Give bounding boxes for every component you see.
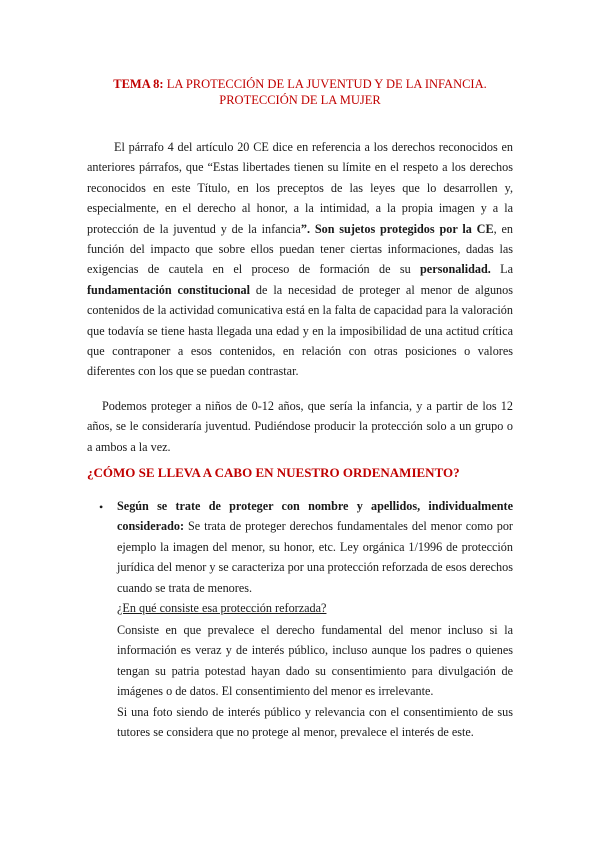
bullet-item-text	[117, 496, 513, 598]
document-title	[60, 76, 540, 108]
title-line1: LA PROTECCIÓN DE LA JUVENTUD Y DE LA INFANCIA.	[166, 77, 487, 91]
para1-bold-foundation: fundamentación constitucional	[87, 282, 251, 297]
paragraph-article-20	[87, 137, 513, 382]
para1-text2: , en función del impacto que sobre ellos puedan tener ciertas informaciones, dadas las exigencias de cautela en el proceso de formación de su	[87, 221, 513, 277]
title-line2: PROTECCIÓN DE LA MUJER	[219, 93, 381, 107]
bullet-bold-lead: Según se trate de proteger con nombre y apellidos, individualmente considerado:	[117, 499, 513, 534]
para1-text1: El párrafo 4 del artículo 20 CE dice en referencia a los derechos reconocidos en anteriores párrafos, que “Estas libertades tienen su límite en el respeto a los derechos reconocidos en este Título, en los preceptos de las leyes que lo desarrollen y, especialmente, en el derecho al honor, a la intimidad, a la propia imagen y a la protección de la juventud y de la infancia	[87, 140, 513, 236]
para1-quote-end: ”.	[300, 221, 315, 236]
section-heading: ¿CÓMO SE LLEVA A CABO EN NUESTRO ORDENAMIENTO?	[87, 465, 460, 480]
bullet-answer-2: Si una foto siendo de interés público y relevancia con el consentimiento de sus tutores se considera que no protege al menor, prevalece el interés de este.	[117, 705, 513, 740]
paragraph-age-groups: Podemos proteger a niños de 0-12 años, que sería la infancia, y a partir de los 12 años, se le consideraría juventud. Pudiéndose producir la protección solo a un grupo o a ambos a la vez.	[87, 399, 513, 454]
bullet-question: ¿En qué consiste esa protección reforzada?	[117, 601, 327, 615]
para1-bold-personality: personalidad.	[420, 262, 491, 277]
bullet-body: Se trata de proteger derechos fundamentales del menor como por ejemplo la imagen del menor, su honor, etc. Ley orgánica 1/1996 de protección jurídica del menor y se caracteriza por una protección reforzada de esos derechos cuando se trata de menores.	[117, 519, 513, 595]
bullet-icon: •	[99, 500, 104, 514]
para1-bold-protected: Son sujetos protegidos por la CE	[314, 221, 494, 236]
bullet-answer-1: Consiste en que prevalece el derecho fundamental del menor incluso si la información es veraz y de interés público, incluso aunque los padres o quienes tengan su patria potestad hayan dado su consentimiento para divulgación de imágenes o de datos. El consentimiento del menor es irrelevante.	[117, 623, 513, 699]
para1-text4: de la necesidad de proteger al menor de algunos contenidos de la actividad comunicativa está en la falta de capacidad para la valoración que todavía se tiene hasta llegada una edad y en la imposibilidad de una actitud crítica que contraponer a esos contenidos, en relación con otras posiciones o valores diferentes con los que se puedan contrastar.	[87, 282, 513, 379]
para1-text3: La	[490, 262, 513, 277]
title-label: TEMA 8:	[113, 77, 164, 91]
